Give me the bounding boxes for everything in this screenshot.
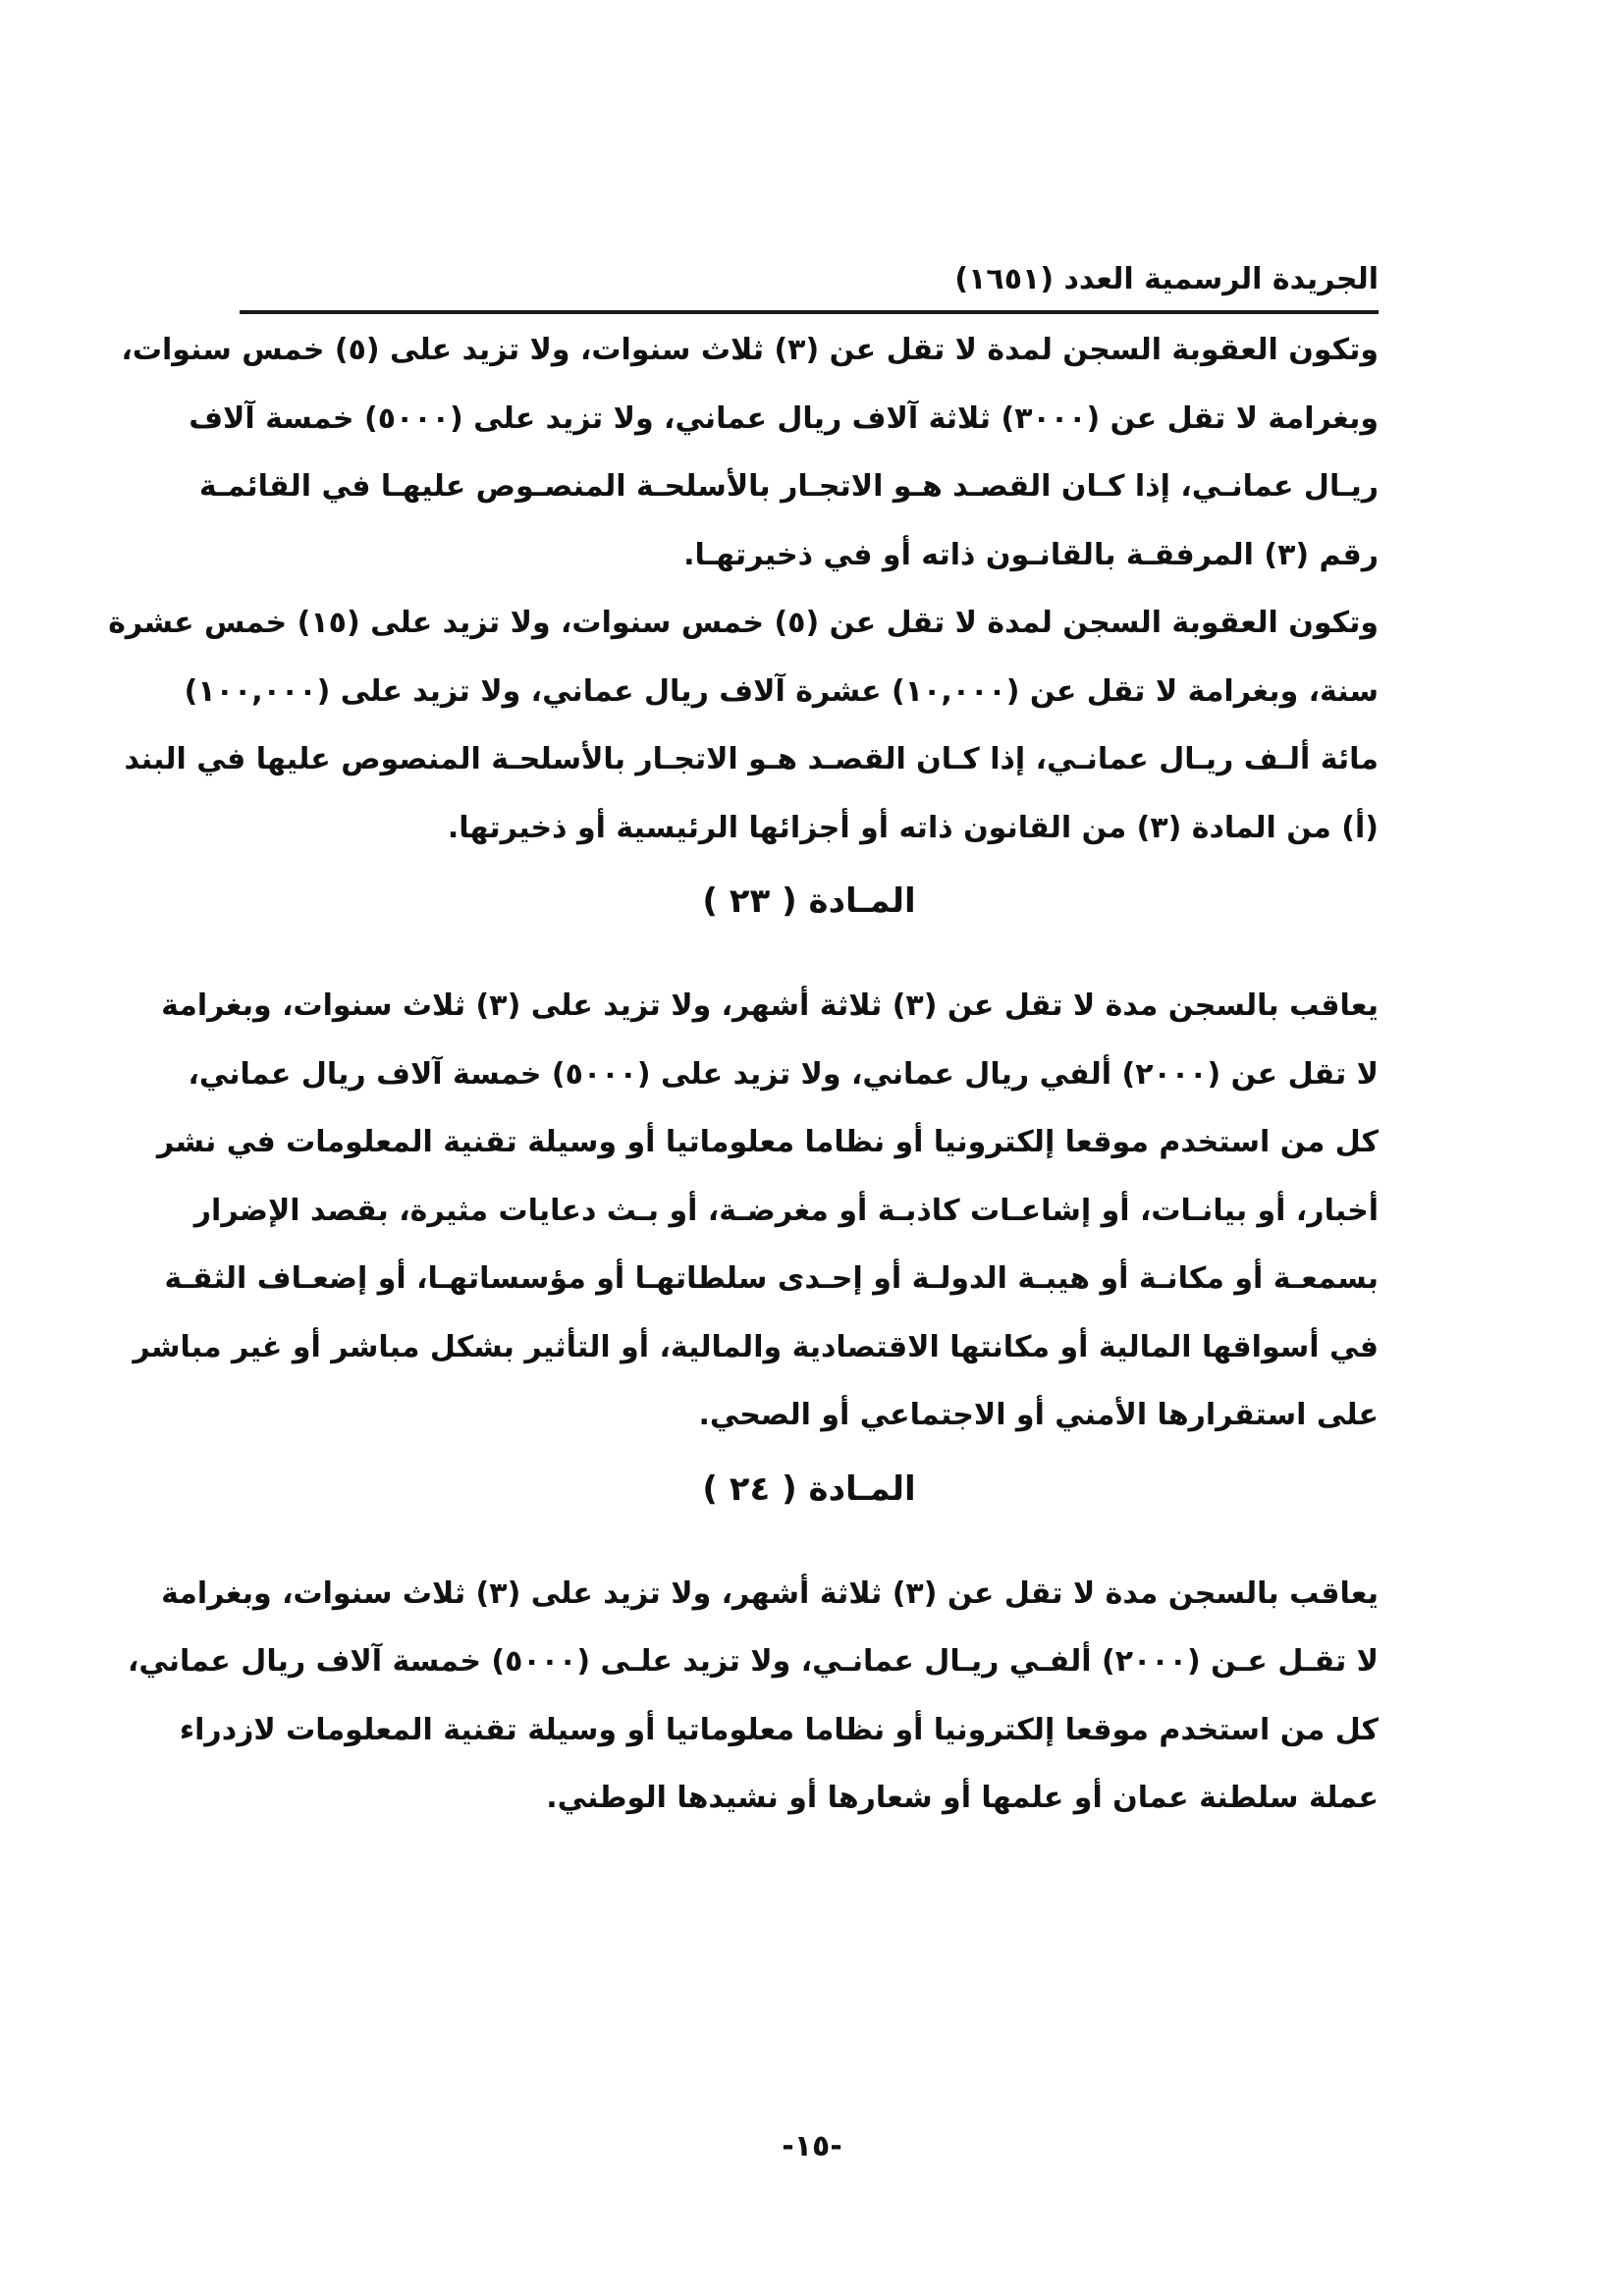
text-line: يعاقب بالسجن مدة لا تقل عن (٣) ثلاثة أشهر، ولا تزيد على (٣) ثلاث سنوات، وبغرامة: [161, 988, 1379, 1023]
text-line: وتكون العقوبة السجن لمدة لا تقل عن (٥) خمس سنوات، ولا تزيد على (١٥) خمس عشرة: [108, 606, 1379, 640]
document-body: [108, 316, 1379, 1833]
text-line: كل من استخدم موقعا إلكترونيا أو نظاما معلوماتيا أو وسيلة تقنية المعلومات لازدراء: [179, 1712, 1379, 1747]
header-rule: [240, 310, 1379, 314]
paragraph: [108, 589, 1379, 862]
text-line: يعاقب بالسجن مدة لا تقل عن (٣) ثلاثة أشهر، ولا تزيد على (٣) ثلاث سنوات، وبغرامة: [161, 1575, 1379, 1611]
text-line: في أسواقها المالية أو مكانتها الاقتصادية والمالية، أو التأثير بشكل مباشر أو غير مباشر: [133, 1329, 1379, 1364]
text-line: على استقرارها الأمني أو الاجتماعي أو الصحي.: [698, 1398, 1379, 1432]
article-heading: المـادة ( ٢٤ ): [702, 1468, 916, 1509]
spacer: [240, 952, 1379, 972]
text-line: عملة سلطنة عمان أو علمها أو شعارها أو نشيدها الوطني.: [546, 1781, 1379, 1815]
text-line: أخبار، أو بيانـات، أو إشاعـات كاذبـة أو مغرضـة، أو بـث دعايات مثيرة، بقصد الإضرار: [193, 1193, 1379, 1228]
text-line: ريـال عمانـي، إذا كـان القصـد هـو الاتجـار بالأسلحـة المنصـوص عليهـا في القائمـة: [198, 469, 1379, 504]
paragraph: [121, 316, 1379, 589]
text-line: وتكون العقوبة السجن لمدة لا تقل عن (٣) ثلاث سنوات، ولا تزيد على (٥) خمس سنوات،: [121, 333, 1379, 367]
text-line: رقم (٣) المرفقـة بالقانـون ذاته أو في ذخيرتهـا.: [683, 537, 1379, 572]
running-header: الجريدة الرسمية العدد (١٦٥١): [954, 262, 1379, 296]
article-heading: المـادة ( ٢٣ ): [702, 881, 916, 921]
paragraph: [133, 972, 1379, 1450]
text-line: كل من استخدم موقعا إلكترونيا أو نظاما معلوماتيا أو وسيلة تقنية المعلومات في نشر: [156, 1125, 1379, 1159]
page-number: -١٥-: [782, 2129, 842, 2163]
text-line: بسمعـة أو مكانـة أو هيبـة الدولـة أو إحـدى سلطاتهـا أو مؤسساتهـا، أو إضعـاف الثقـة: [164, 1261, 1379, 1296]
text-line: وبغرامة لا تقل عن (٣٠٠٠) ثلاثة آلاف ريال عماني، ولا تزيد على (٥٠٠٠) خمسة آلاف: [189, 400, 1379, 436]
text-line: لا تقـل عـن (٢٠٠٠) ألفـي ريـال عمانـي، ولا تزيد علـى (٥٠٠٠) خمسة آلاف ريال عماني،: [127, 1644, 1379, 1679]
paragraph: [127, 1560, 1379, 1833]
spacer: [240, 1540, 1379, 1560]
text-line: مائة ألـف ريـال عمانـي، إذا كـان القصـد هـو الاتجـار بالأسلحـة المنصوص عليها في البند: [124, 742, 1379, 776]
text-line: سنة، وبغرامة لا تقل عن (١٠,٠٠٠) عشرة آلاف ريال عماني، ولا تزيد على (١٠٠,٠٠٠): [184, 673, 1379, 709]
text-line: (أ) من المادة (٣) من القانون ذاته أو أجزائها الرئيسية أو ذخيرتها.: [447, 810, 1379, 845]
text-line: لا تقل عن (٢٠٠٠) ألفي ريال عماني، ولا تزيد على (٥٠٠٠) خمسة آلاف ريال عماني،: [188, 1056, 1379, 1092]
